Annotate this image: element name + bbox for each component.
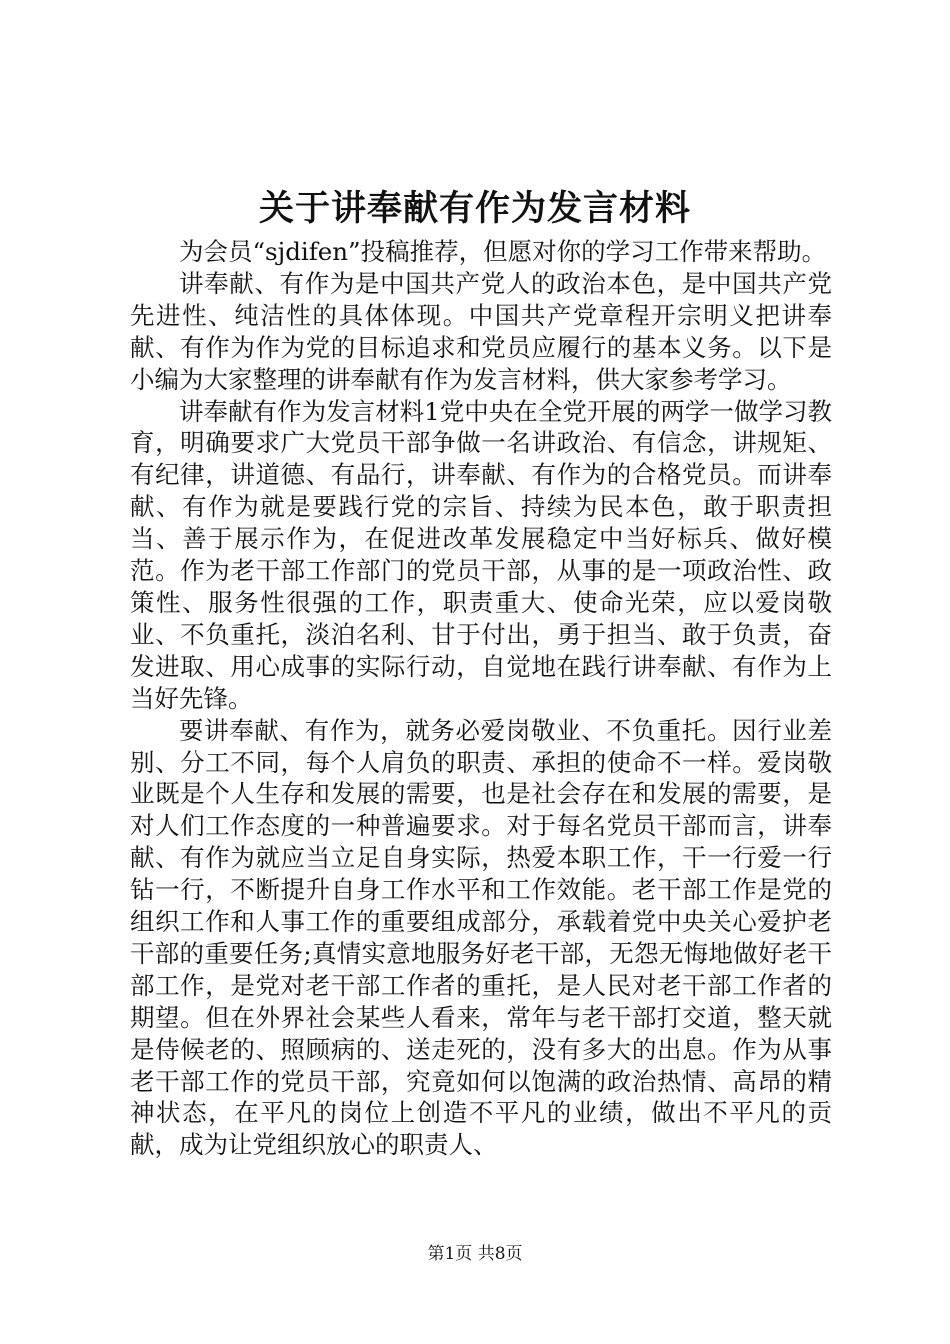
document-body — [130, 236, 832, 1161]
paragraph-overview: 讲奉献、有作为是中国共产党人的政治本色，是中国共产党先进性、纯洁性的具体体现。中国共产党章程开宗明义把讲奉献、有作为作为党的目标追求和党员应履行的基本义务。以下是小编为大家整理的讲奉献有作为发言材料，供大家参考学习。 — [130, 268, 832, 394]
paragraph-intro: 为会员“sjdifen”投稿推荐，但愿对你的学习工作带来帮助。 — [179, 237, 827, 266]
page-title: 关于讲奉献有作为发言材料 — [258, 189, 691, 229]
paragraph-dedication: 要讲奉献、有作为，就务必爱岗敬业、不负重托。因行业差别、分工不同，每个人肩负的职责、承担的使命不一样。爱岗敬业既是个人生存和发展的需要，也是社会存在和发展的需要，是对人们工作态度的一种普遍要求。对于每名党员干部而言，讲奉献、有作为就应当立足自身实际，热爱本职工作，干一行爱一行钻一行，不断提升自身工作水平和工作效能。老干部工作是党的组织工作和人事工作的重要组成部分，承载着党中央关心爱护老干部的重要任务;真情实意地服务好老干部，无怨无悔地做好老干部工作，是党对老干部工作者的重托，是人民对老干部工作者的期望。但在外界社会某些人看来，常年与老干部打交道，整天就是侍候老的、照顾病的、送走死的，没有多大的出息。作为从事老干部工作的党员干部，究竟如何以饱满的政治热情、高昂的精神状态，在平凡的岗位上创造不平凡的业绩，做出不平凡的贡献，成为让党组织放心的职责人、 — [130, 715, 832, 1160]
page-number-footer: 第1页 共8页 — [427, 1244, 523, 1264]
paragraph-material-1: 讲奉献有作为发言材料1党中央在全党开展的两学一做学习教育，明确要求广大党员干部争做一名讲政治、有信念，讲规矩、有纪律，讲道德、有品行，讲奉献、有作为的合格党员。而讲奉献、有作为就是要践行党的宗旨、持续为民本色，敢于职责担当、善于展示作为，在促进改革发展稳定中当好标兵、做好模范。作为老干部工作部门的党员干部，从事的是一项政治性、政策性、服务性很强的工作，职责重大、使命光荣，应以爱岗敬业、不负重托，淡泊名利、甘于付出，勇于担当、敢于负责，奋发进取、用心成事的实际行动，自觉地在践行讲奉献、有作为上当好先锋。 — [130, 396, 832, 713]
